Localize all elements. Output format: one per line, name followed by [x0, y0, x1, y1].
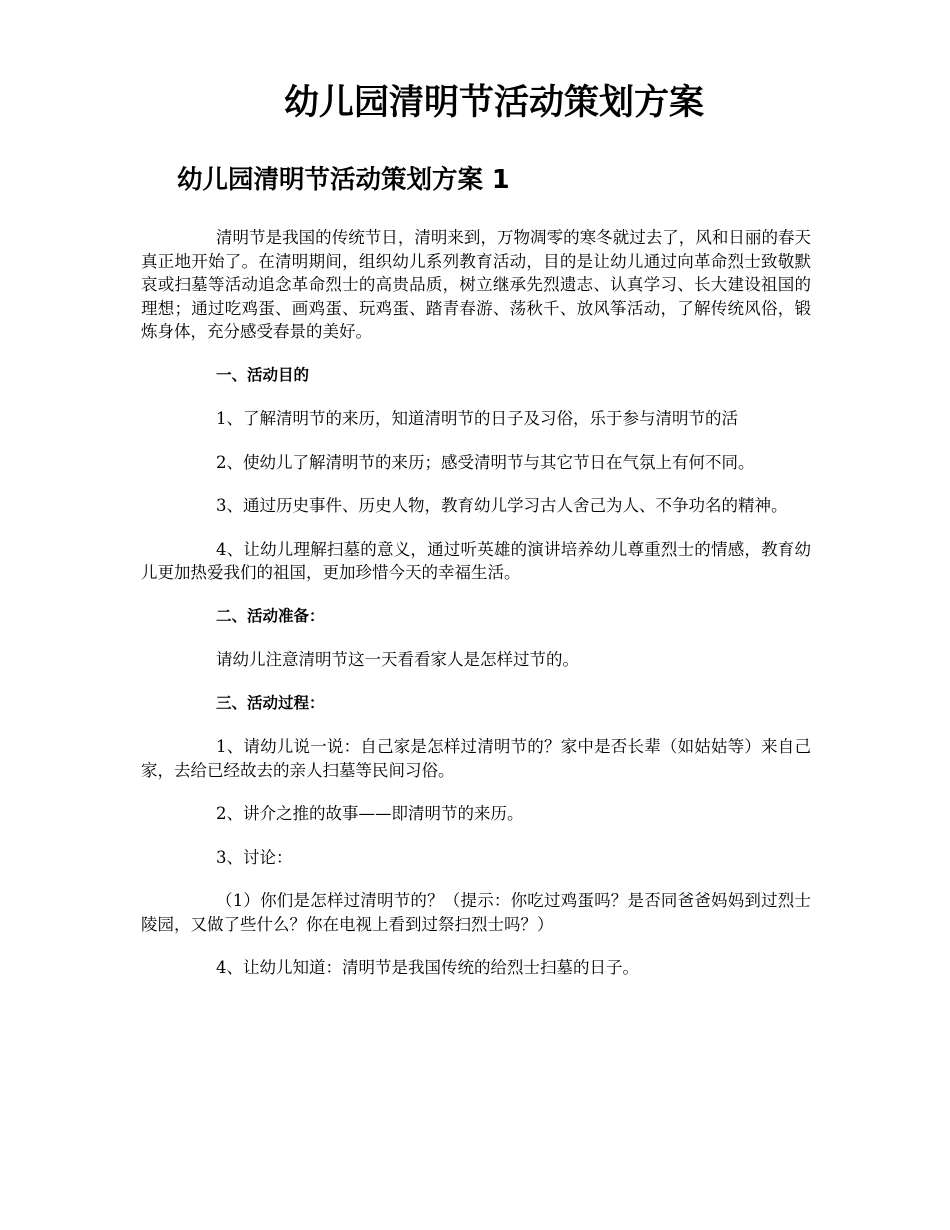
goals-heading: 一、活动目的 — [216, 365, 310, 384]
process-item-1: 1、请幼儿说一说：自己家是怎样过清明节的？家中是否长辈（如姑姑等）来自己家，去给已经故去的亲人扫墓等民间习俗。 — [141, 737, 811, 780]
process-item-3-sub-1: （1）你们是怎样过清明节的？（提示：你吃过鸡蛋吗？是否同爸爸妈妈到过烈士陵园，又做了些什么？你在电视上看到过祭扫烈士吗？） — [141, 891, 811, 934]
goal-item-3: 3、通过历史事件、历史人物，教育幼儿学习古人舍己为人、不争功名的精神。 — [216, 496, 788, 515]
document-title: 幼儿园清明节活动策划方案 — [283, 83, 704, 123]
section-title: 幼儿园清明节活动策划方案 1 — [177, 165, 510, 195]
process-item-2: 2、讲介之推的故事——即清明节的来历。 — [216, 804, 524, 823]
process-item-3: 3、讨论： — [216, 847, 293, 867]
goal-item-4: 4、让幼儿理解扫墓的意义，通过听英雄的演讲培养幼儿尊重烈士的情感，教育幼儿更加热爱我们的祖国，更加珍惜今天的幸福生活。 — [141, 539, 811, 582]
prep-heading: 二、活动准备： — [216, 606, 325, 625]
document-body — [141, 226, 811, 1000]
process-heading: 三、活动过程： — [216, 693, 325, 712]
intro-paragraph: 清明节是我国的传统节日，清明来到，万物凋零的寒冬就过去了，风和日丽的春天真正地开始了。在清明期间，组织幼儿系列教育活动，目的是让幼儿通过向革命烈士致敬默哀或扫墓等活动追念革命烈士的高贵品质，树立继承先烈遗志、认真学习、长大建设祖国的理想；通过吃鸡蛋、画鸡蛋、玩鸡蛋、踏青春游、荡秋千、放风筝活动，了解传统风俗，锻炼身体，充分感受春景的美好。 — [141, 228, 811, 341]
process-item-4: 4、让幼儿知道：清明节是我国传统的给烈士扫墓的日子。 — [216, 958, 639, 977]
goal-item-2: 2、使幼儿了解清明节的来历；感受清明节与其它节日在气氛上有何不同。 — [216, 452, 755, 472]
prep-paragraph: 请幼儿注意清明节这一天看看家人是怎样过节的。 — [216, 650, 579, 669]
goal-item-1: 1、了解清明节的来历，知道清明节的日子及习俗，乐于参与清明节的活 — [216, 409, 738, 428]
